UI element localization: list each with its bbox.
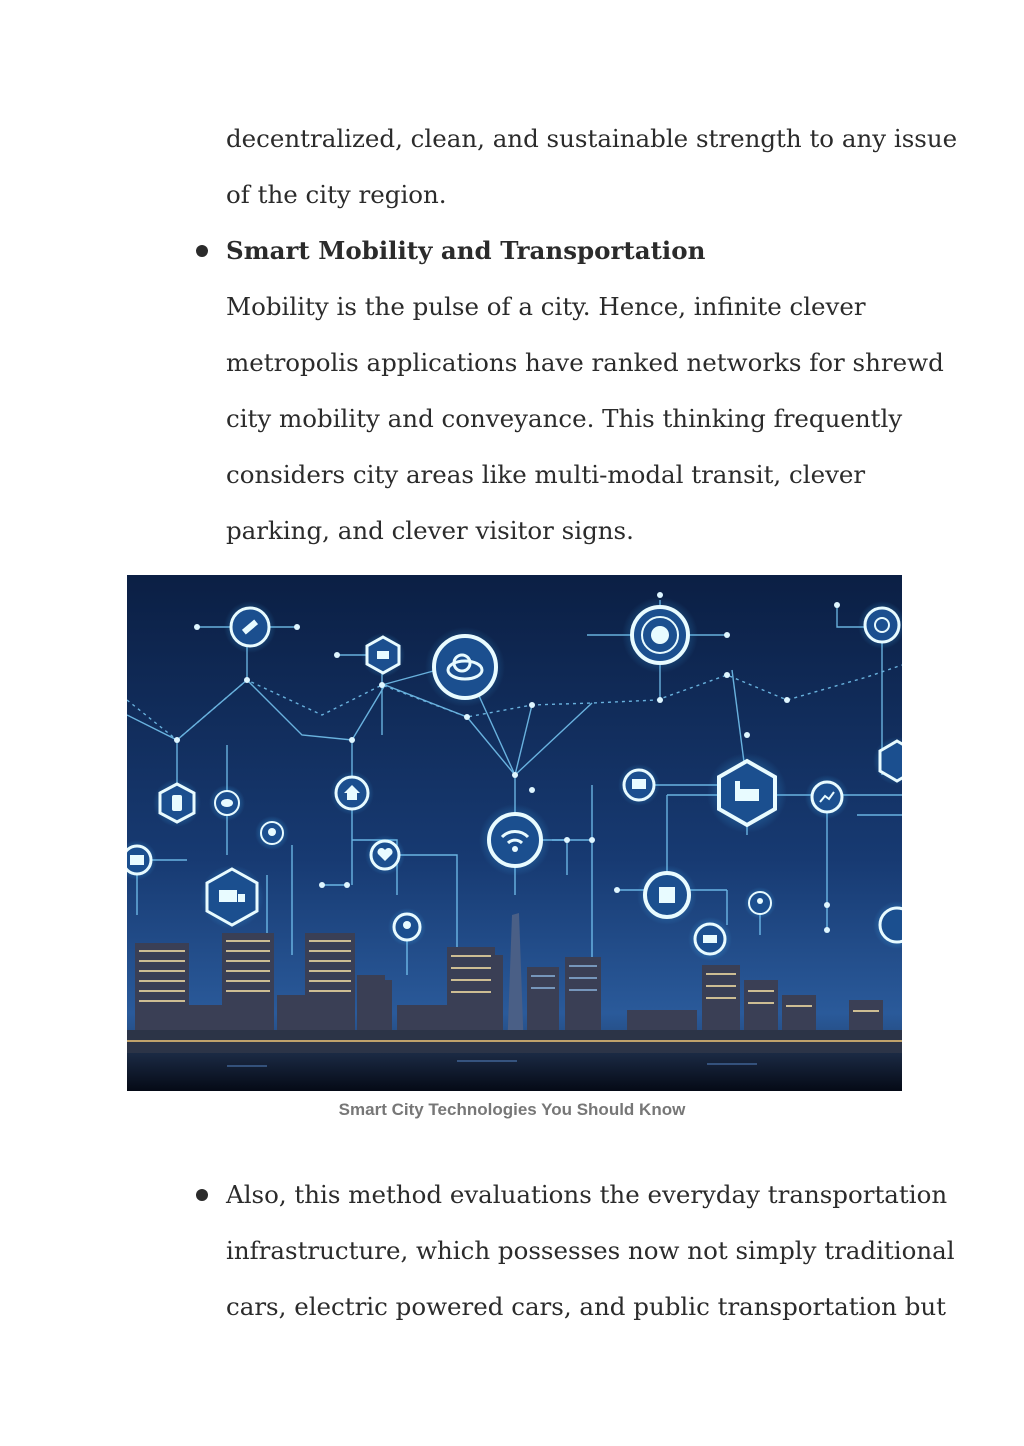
section-body-line-4: considers city areas like multi-modal transit, clever: [226, 460, 866, 489]
cloud-icon: [425, 627, 505, 707]
intro-line-1: decentralized, clean, and sustainable strength to any issue: [226, 124, 958, 153]
bullet-line-3: cars, electric powered cars, and public transportation but: [226, 1292, 947, 1321]
section-body-line-3: city mobility and conveyance. This thinking frequently: [226, 404, 903, 433]
smart-city-illustration: [127, 575, 902, 1091]
bullet-dot: [196, 245, 208, 257]
home-icon: [330, 771, 374, 815]
figure-caption: Smart City Technologies You Should Know: [338, 1100, 686, 1119]
wifi-icon: [479, 804, 551, 876]
user-icon: [744, 887, 776, 919]
bullet-dot: [196, 1189, 208, 1201]
truck-icon: [200, 865, 264, 929]
section-body-line-5: parking, and clever visitor signs.: [226, 516, 634, 545]
cart-icon: [361, 633, 405, 677]
location-icon: [255, 816, 289, 850]
section-heading: Smart Mobility and Transportation: [226, 236, 706, 265]
building-icon: [637, 865, 697, 925]
factory-icon: [707, 753, 787, 833]
laptop-icon: [688, 917, 732, 961]
heart-icon: [365, 835, 405, 875]
satellite-icon: [224, 601, 276, 653]
section-body-line-1: Mobility is the pulse of a city. Hence, infinite clever: [226, 292, 866, 321]
user-icon: [388, 908, 426, 946]
smart-city-image: [127, 575, 902, 1091]
intro-line-2: of the city region.: [226, 180, 447, 209]
bullet-line-2: infrastructure, which possesses now not simply traditional: [226, 1236, 955, 1265]
monitor-icon: [618, 764, 660, 806]
water: [127, 1053, 902, 1091]
chart-icon: [805, 775, 849, 819]
section-body-line-2: metropolis applications have ranked networks for shrewd: [226, 348, 944, 377]
chat-icon: [209, 785, 245, 821]
brain-chip-icon: [622, 597, 698, 673]
phone-icon: [153, 779, 201, 827]
bullet-line-1: Also, this method evaluations the everyday transportation: [226, 1180, 948, 1209]
